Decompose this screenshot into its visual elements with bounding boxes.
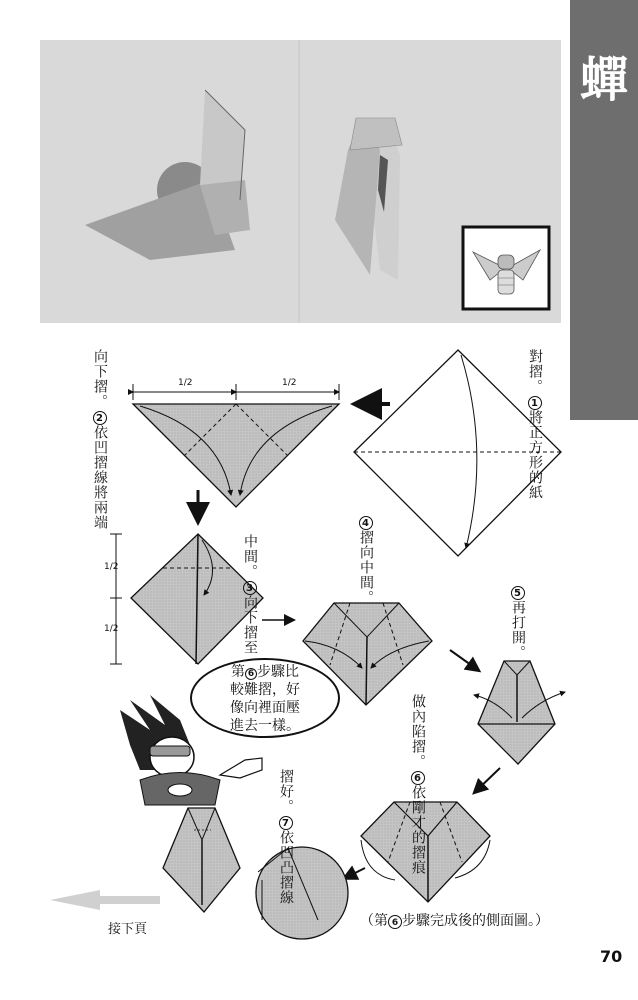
- step-number-badge: 6: [411, 771, 425, 785]
- cicada-inset-icon: [463, 227, 549, 309]
- step-text: 依凹摺線將兩端: [92, 425, 108, 530]
- step-2-diagram: [133, 384, 339, 520]
- step-number-badge: 1: [528, 396, 542, 410]
- step-text: 依凹凸摺線: [278, 830, 294, 905]
- step-1-instruction: [527, 335, 543, 500]
- step-number-badge: 4: [359, 516, 373, 530]
- step-number-badge: 5: [511, 586, 525, 600]
- photo-cicada-front: [335, 118, 402, 280]
- step-2-instruction: [92, 335, 108, 530]
- speech-bubble-text: [205, 663, 325, 735]
- step-text: 將正方形的紙: [527, 410, 543, 500]
- step-text: 向下摺至: [242, 595, 258, 655]
- step-text: 摺好。: [278, 769, 294, 814]
- next-page-arrow-icon: [50, 890, 160, 910]
- step-5-diagram: [474, 661, 565, 792]
- step-text: 中間。: [242, 534, 258, 579]
- step-number-badge: 7: [279, 816, 293, 830]
- step-text: 依剛才的摺痕: [410, 785, 426, 875]
- step-text: 摺向中間。: [358, 530, 374, 605]
- fraction-label: 1/2: [282, 378, 297, 388]
- step-text: 做內陷摺。: [410, 694, 426, 769]
- page-number: 70: [600, 947, 623, 966]
- step-number-badge: 6: [388, 915, 402, 929]
- step-number-badge: 3: [243, 581, 257, 595]
- step-5-instruction: [510, 586, 526, 660]
- page-title: 蟬: [579, 52, 628, 108]
- step-3-instruction: [242, 520, 258, 655]
- fraction-label: 1/2: [104, 562, 119, 572]
- photo-cicada-side: [85, 90, 250, 260]
- step-text: 向下摺。: [92, 349, 108, 409]
- caption-text: 步驟完成後的側面圖。）: [402, 913, 549, 929]
- bubble-text-line: 較難摺，好: [230, 682, 300, 698]
- step-text: 再打開。: [510, 600, 526, 660]
- bubble-text-line: 像向裡面壓: [230, 700, 300, 716]
- step-7-diagram: [163, 808, 348, 939]
- caption-text: （第: [360, 913, 388, 929]
- step-4-instruction: [358, 516, 374, 605]
- step-text: 對摺。: [527, 349, 543, 394]
- step-number-badge: 2: [93, 411, 107, 425]
- step-7-instruction: [278, 755, 294, 905]
- bubble-text-line: 進去一樣。: [230, 718, 300, 734]
- step-6-instruction: [410, 680, 426, 875]
- fraction-label: 1/2: [104, 624, 119, 634]
- fraction-label: 1/2: [178, 378, 193, 388]
- side-view-caption: [360, 910, 549, 930]
- bubble-text-line: 步驟比: [257, 664, 299, 680]
- bubble-text-line: 第: [231, 664, 245, 680]
- step-3-diagram: [110, 534, 293, 664]
- next-page-label[interactable]: 接下頁: [108, 922, 148, 937]
- step-number-badge: 6: [245, 668, 257, 680]
